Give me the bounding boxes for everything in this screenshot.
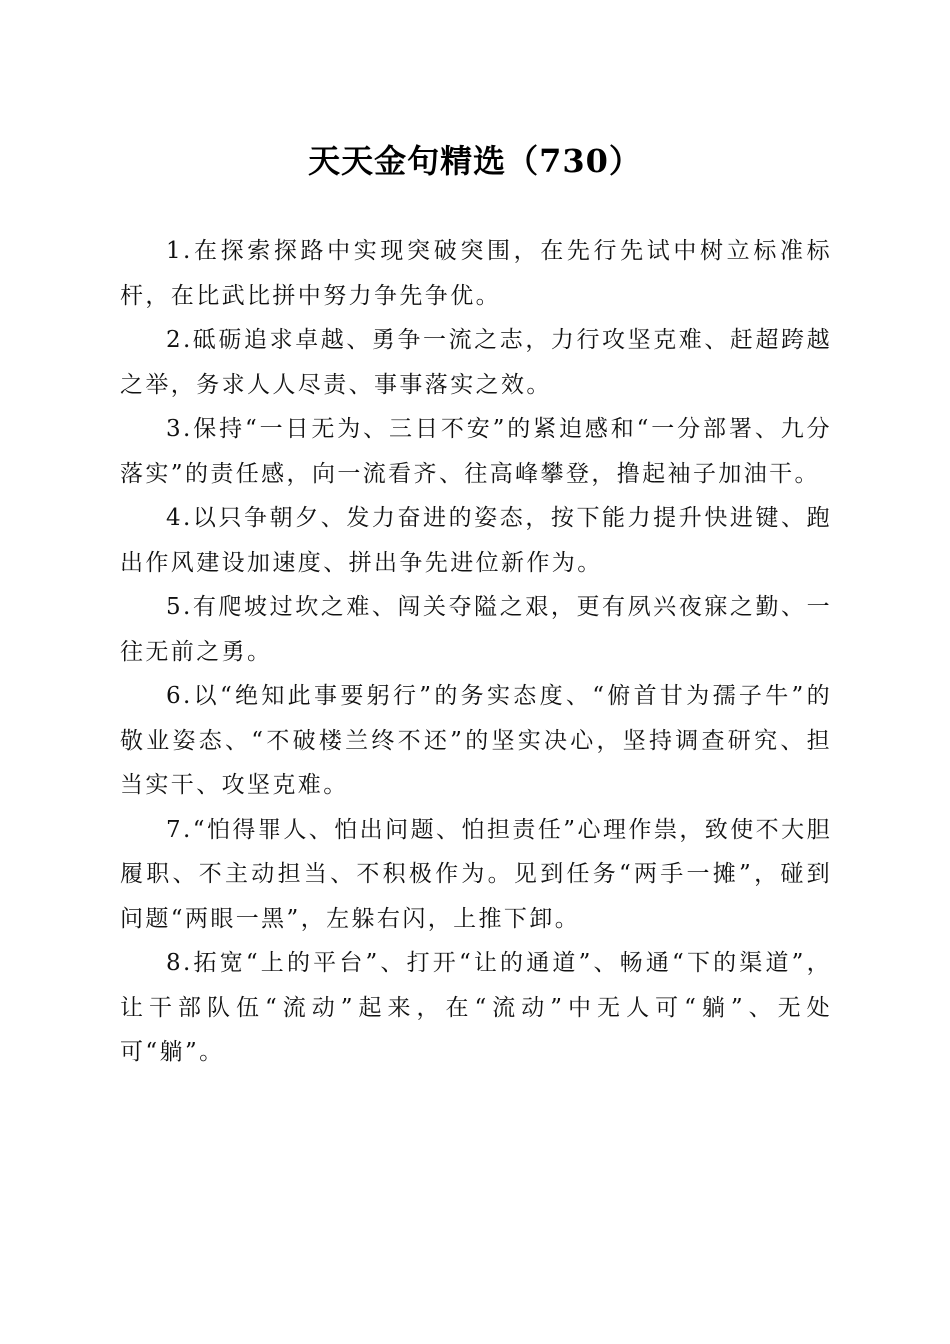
paragraph-4: 4.以只争朝夕、发力奋进的姿态，按下能力提升快进键、跑出作风建设加速度、拼出争先进位新作为。 — [120, 505, 832, 576]
document-title: 天天金句精选（730） — [308, 142, 642, 180]
paragraph-3: 3.保持“一日无为、三日不安”的紧迫感和“一分部署、九分落实”的责任感，向一流看齐、往高峰攀登，撸起袖子加油干。 — [120, 416, 832, 487]
paragraph-6: 6.以“绝知此事要躬行”的务实态度、“俯首甘为孺子牛”的敬业姿态、“不破楼兰终不还”的坚实决心，坚持调查研究、担当实干、攻坚克难。 — [120, 683, 832, 798]
paragraph-5: 5.有爬坡过坎之难、闯关夺隘之艰，更有夙兴夜寐之勤、一往无前之勇。 — [120, 594, 832, 665]
document-body — [120, 229, 832, 1075]
paragraph-1: 1.在探索探路中实现突破突围，在先行先试中树立标准标杆，在比武比拼中努力争先争优。 — [120, 238, 832, 309]
paragraph-7: 7.“怕得罪人、怕出问题、怕担责任”心理作祟，致使不大胆履职、不主动担当、不积极作为。见到任务“两手一摊”，碰到问题“两眼一黑”，左躲右闪，上推下卸。 — [120, 816, 832, 932]
paragraph-2: 2.砥砺追求卓越、勇争一流之志，力行攻坚克难、赶超跨越之举，务求人人尽责、事事落实之效。 — [120, 327, 832, 398]
paragraph-8: 8.拓宽“上的平台”、打开“让的通道”、畅通“下的渠道”，让干部队伍“流动”起来，在“流动”中无人可“躺”、无处可“躺”。 — [120, 950, 832, 1065]
